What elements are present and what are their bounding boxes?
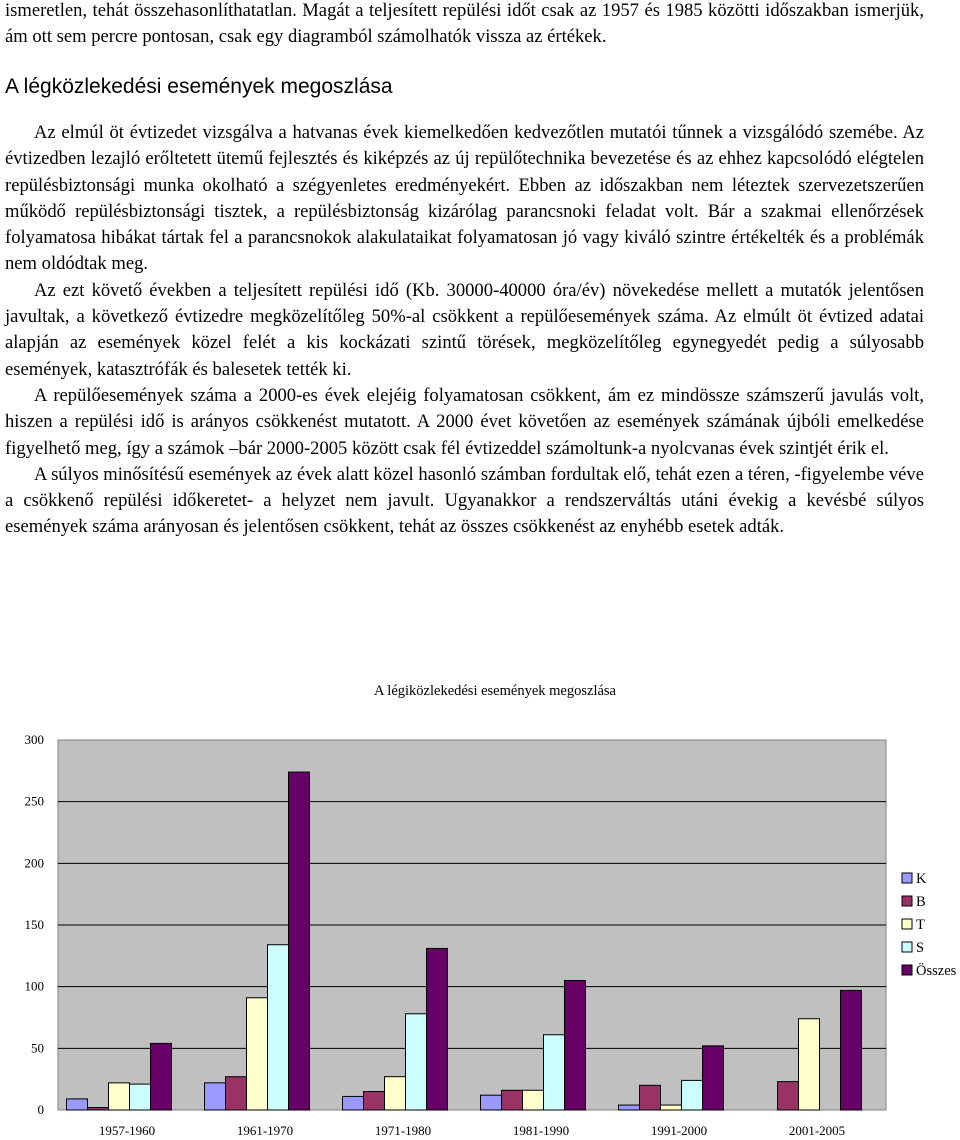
- intro-paragraph: ismeretlen, tehát összehasonlíthatatlan. Magát a teljesített repülési időt csak az 1957 és 1985 közötti időszakban ismerjük, ám ott sem percre pontosan, csak egy diagramból számolhatók vissza az értékek.: [5, 0, 924, 48]
- paragraph-4: A súlyos minősítésű események az évek alatt közel hasonló számban fordultak elő, tehát ezen a téren, -figyelembe véve a csökkenő repülési időkeretet- a helyzet nem javult. Ugyanakkor a rendszerváltás utáni évekig a kevésbé súlyos események száma arányosan és jelentősen csökkent, tehát az összes csökkenést az enyhébb esetek adták.: [5, 463, 924, 538]
- bar-s: [406, 1014, 427, 1110]
- bar-összes: [565, 981, 586, 1111]
- legend-label: K: [916, 871, 927, 887]
- x-tick-label: 1957-1960: [98, 1123, 156, 1138]
- bar-k: [481, 1095, 502, 1110]
- legend-swatch: [902, 919, 912, 929]
- bar-b: [778, 1082, 799, 1110]
- bar-chart: [0, 700, 960, 1140]
- x-tick-label: 1971-1980: [374, 1123, 432, 1138]
- bar-t: [661, 1105, 682, 1110]
- paragraph-2: Az ezt követő években a teljesített repülési idő (Kb. 30000-40000 óra/év) növekedése mellett a mutatók jelentősen javultak, a következő évtizedre megközelítőleg 50%-al csökkent a repülőesemények száma. Az elmúlt öt évtized adatai alapján az események közel felét a kis kockázati szintű törések, megközelítőleg egynegyedét pedig a súlyosabb események, katasztrófák és balesetek tették ki.: [5, 279, 924, 380]
- bar-b: [640, 1085, 661, 1110]
- x-tick-label: 1981-1990: [512, 1123, 570, 1138]
- paragraph-3: A repülőesemények száma a 2000-es évek elejéig folyamatosan csökkent, ám ez mindössze számszerű javulás volt, hiszen a repülési idő is arányos csökkenést mutatott. A 2000 évet követően az események számának újbóli emelkedése figyelhető meg, így a számok –bár 2000-2005 között csak fél évtizeddel számoltunk-a nyolcvanas évek szintjét érik el.: [5, 384, 924, 459]
- bar-összes: [703, 1046, 724, 1110]
- bar-összes: [427, 948, 448, 1110]
- y-tick-label: 100: [24, 978, 44, 994]
- y-axis: [25, 732, 45, 1117]
- bar-b: [364, 1092, 385, 1111]
- legend: [902, 871, 957, 979]
- bar-t: [247, 998, 268, 1110]
- y-tick-label: 0: [37, 1102, 44, 1117]
- paragraph-1: Az elmúl öt évtizedet vizsgálva a hatvanas évek kiemelkedően kedvezőtlen mutatói tűnnek a vizsgálódó szemébe. Az évtizedben lezajló erőltetett ütemű fejlesztés és kiképzés az új repülőtechnika bevezetése és az ehhez kapcsolódó elégtelen repülésbiztonsági munka okolható a szégyenletes eredményekért. Ebben az időszakban nem léteztek szervezetszerűen működő repülésbiztonsági tisztek, a repülésbiztonság kizárólag parancsnoki feladat volt. Bár a szakmai ellenőrzések folyamatosa hibákat tártak fel a parancsnokok alakulataikat folyamatosan jó vagy kiváló szintre értékelték és a problémák nem oldódtak meg.: [5, 122, 924, 275]
- bar-t: [109, 1083, 130, 1110]
- legend-swatch: [902, 873, 912, 883]
- x-axis: [99, 1123, 845, 1138]
- y-tick-label: 250: [24, 793, 44, 809]
- bar-t: [523, 1090, 544, 1110]
- legend-swatch: [902, 896, 912, 906]
- legend-label: T: [916, 917, 925, 933]
- intro-paragraph-block: [5, 0, 924, 51]
- legend-label: S: [916, 940, 925, 956]
- x-tick-label: 2001-2005: [788, 1123, 846, 1138]
- bar-b: [226, 1077, 247, 1110]
- x-tick-label: 1991-2000: [650, 1123, 708, 1138]
- x-tick-label: 1961-1970: [236, 1123, 294, 1138]
- bar-k: [67, 1099, 88, 1110]
- y-tick-label: 50: [31, 1040, 44, 1056]
- bar-s: [682, 1080, 703, 1110]
- section-heading: A légközlekedési események megoszlása: [5, 75, 393, 98]
- legend-label: B: [916, 894, 926, 910]
- bar-t: [385, 1077, 406, 1110]
- bar-k: [343, 1096, 364, 1110]
- bar-összes: [151, 1043, 172, 1110]
- bar-összes: [841, 990, 862, 1110]
- legend-swatch: [902, 942, 912, 952]
- bar-s: [544, 1035, 565, 1110]
- bar-b: [88, 1108, 109, 1110]
- section-body: [5, 120, 924, 541]
- y-tick-label: 300: [24, 732, 44, 747]
- chart-title: A légiközlekedési események megoszlása: [374, 683, 616, 699]
- legend-swatch: [902, 965, 912, 975]
- bar-k: [205, 1083, 226, 1110]
- bar-t: [799, 1019, 820, 1110]
- bar-s: [268, 945, 289, 1110]
- bar-k: [619, 1105, 640, 1110]
- y-tick-label: 200: [24, 855, 44, 871]
- legend-label: Összes: [916, 963, 957, 979]
- y-tick-label: 150: [24, 917, 44, 932]
- bar-b: [502, 1090, 523, 1110]
- bar-összes: [289, 772, 310, 1110]
- bar-s: [130, 1084, 151, 1110]
